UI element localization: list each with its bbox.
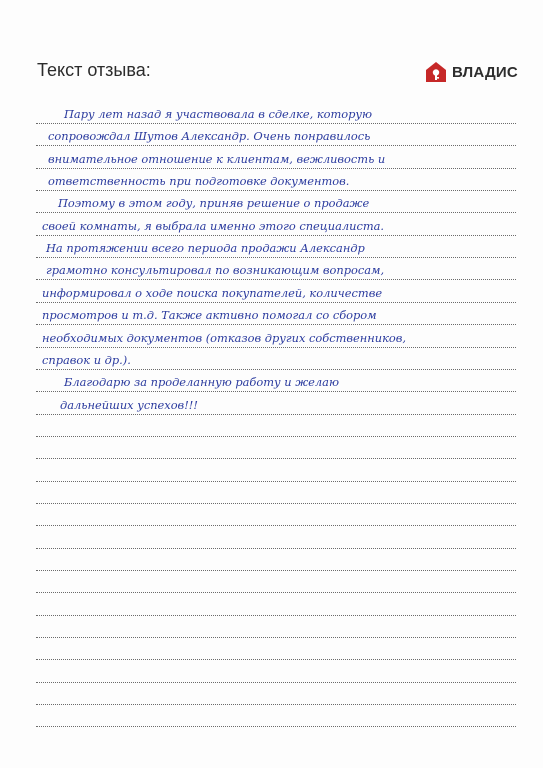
handwritten-line: Поэтому в этом году, приняв решение о продаже bbox=[58, 196, 370, 210]
handwritten-line: внимательное отношение к клиентам, вежливость и bbox=[48, 152, 386, 166]
handwritten-line: необходимых документов (отказов других собственников, bbox=[42, 331, 407, 345]
ruled-line bbox=[36, 659, 516, 660]
handwritten-line: дальнейших успехов!!! bbox=[60, 398, 198, 412]
ruled-line bbox=[36, 525, 516, 526]
handwritten-line: своей комнаты, я выбрала именно этого специалиста. bbox=[42, 219, 385, 233]
ruled-line bbox=[36, 682, 516, 683]
ruled-line bbox=[36, 615, 516, 616]
ruled-line bbox=[36, 503, 516, 504]
handwritten-line: ответственность при подготовке документов. bbox=[48, 174, 350, 188]
ruled-line bbox=[36, 637, 516, 638]
ruled-line bbox=[36, 704, 516, 705]
handwritten-line: На протяжении всего периода продажи Александр bbox=[46, 241, 365, 255]
logo-text: ВЛАДИС bbox=[452, 63, 518, 81]
ruled-line bbox=[36, 570, 516, 571]
handwritten-line: Благодарю за проделанную работу и желаю bbox=[64, 375, 339, 389]
ruled-line bbox=[36, 458, 516, 459]
handwritten-line: сопровождал Шутов Александр. Очень понравилось bbox=[48, 129, 371, 143]
handwritten-line: грамотно консультировал по возникающим вопросам, bbox=[46, 263, 385, 277]
ruled-line bbox=[36, 548, 516, 549]
lined-paper bbox=[36, 0, 516, 768]
handwritten-line: справок и др.). bbox=[42, 353, 131, 367]
handwritten-line: Пару лет назад я участвовала в сделке, которую bbox=[64, 107, 373, 121]
page-title: Текст отзыва: bbox=[37, 60, 151, 80]
ruled-line bbox=[36, 481, 516, 482]
handwritten-line: просмотров и т.д. Также активно помогал со сбором bbox=[42, 308, 377, 322]
ruled-line bbox=[36, 592, 516, 593]
ruled-line bbox=[36, 726, 516, 727]
handwritten-line: информировал о ходе поиска покупателей, количестве bbox=[42, 286, 383, 300]
ruled-line bbox=[36, 436, 516, 437]
